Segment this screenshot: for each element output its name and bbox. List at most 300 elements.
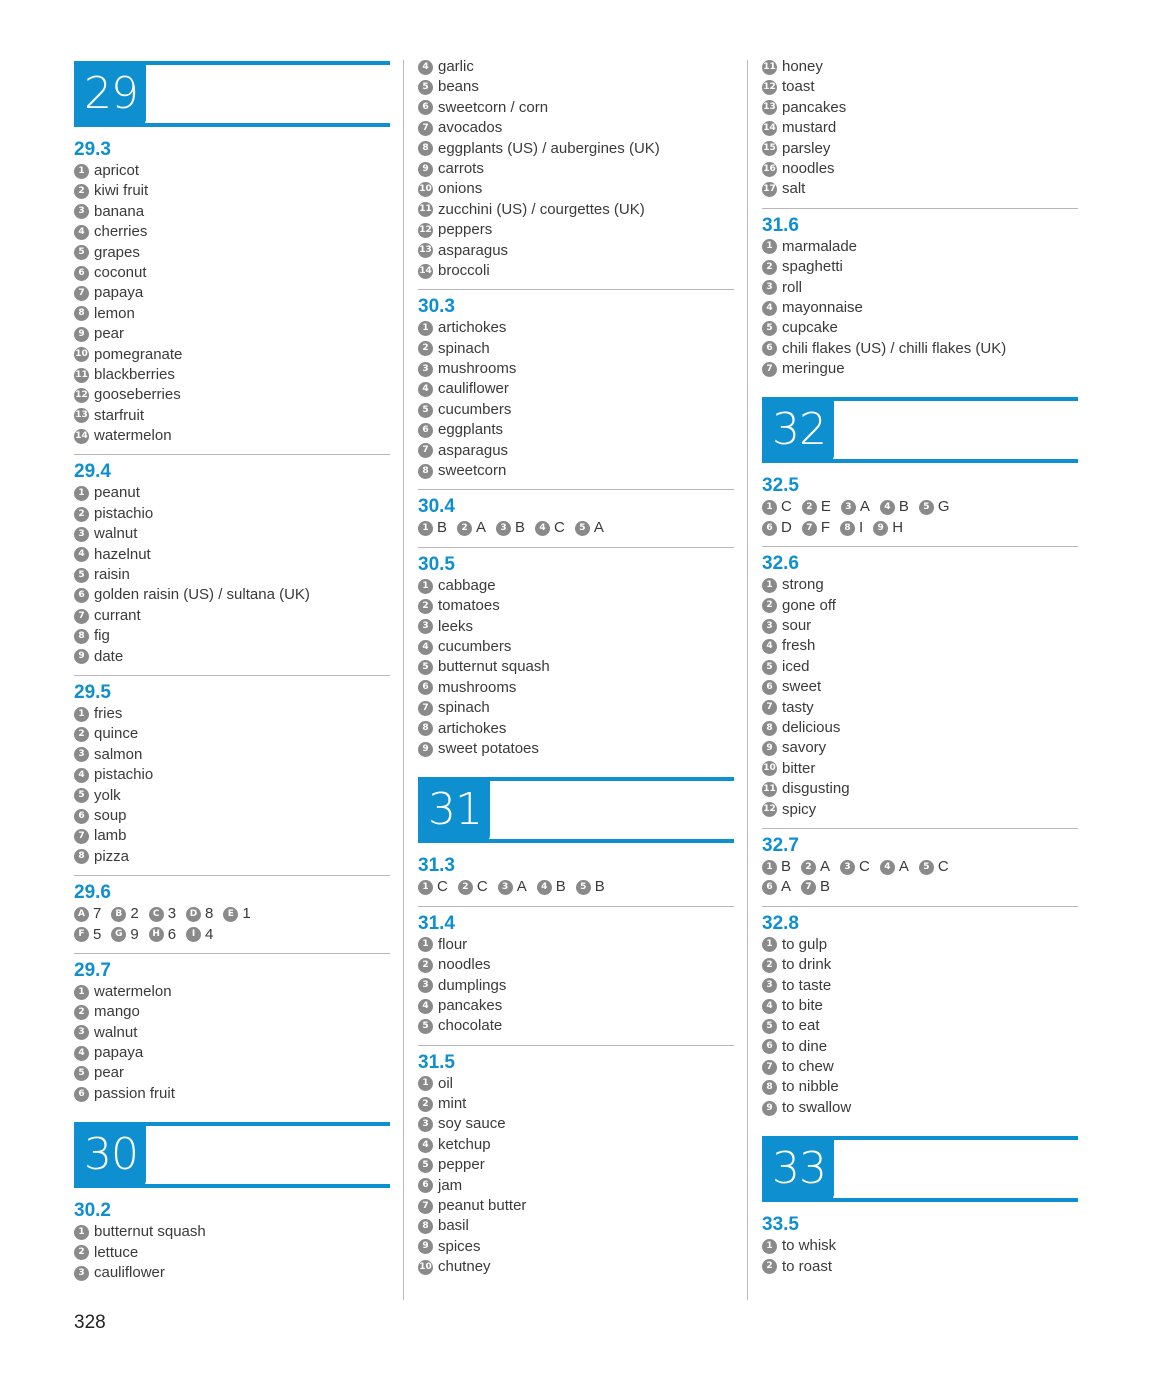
answer-number-badge: 1 [762, 860, 777, 875]
answer-text: hazelnut [94, 545, 151, 563]
answer-item [418, 1237, 734, 1257]
answer-text: yolk [94, 786, 121, 804]
answer-item [74, 202, 390, 222]
answer-pair [762, 877, 791, 897]
answer-text: cucumbers [438, 400, 512, 418]
answer-text: broccoli [438, 261, 490, 279]
answer-item [74, 1063, 390, 1083]
answer-number-badge: 2 [802, 500, 817, 515]
section-heading: 29.3 [74, 139, 111, 160]
answer-item [418, 139, 734, 159]
answer-number-badge: 1 [74, 985, 89, 1000]
unit-number: 32 [762, 397, 834, 463]
answer-text: A [820, 857, 831, 875]
answer-number-badge: 17 [762, 182, 777, 197]
answer-number-badge: 3 [762, 280, 777, 295]
answer-text: B [898, 498, 909, 516]
answer-text: 3 [167, 905, 177, 923]
answer-item [762, 139, 1078, 159]
answer-text: basil [438, 1217, 469, 1235]
answer-item [418, 576, 734, 596]
section-heading: 31.3 [418, 855, 455, 877]
answer-number-badge: 2 [418, 599, 433, 614]
answer-number-badge: 3 [762, 978, 777, 993]
answer-text: oil [438, 1074, 454, 1092]
answer-number-badge: 7 [74, 286, 89, 301]
answer-text: C [437, 878, 448, 896]
answer-text: chutney [438, 1258, 491, 1276]
answer-number-badge: 6 [74, 1087, 89, 1102]
answer-item [418, 657, 734, 677]
answer-pair [458, 877, 488, 897]
answer-text: C [781, 498, 792, 516]
answer-pair [111, 904, 138, 924]
answer-item [74, 304, 390, 324]
answer-number-badge: 3 [840, 860, 855, 875]
answer-text: marmalade [782, 237, 858, 255]
answer-item [74, 786, 390, 806]
answer-text: onions [438, 180, 483, 198]
answer-text: disgusting [782, 780, 850, 798]
answer-item [74, 1222, 390, 1242]
answer-text: C [476, 878, 488, 896]
answer-item [74, 243, 390, 263]
answer-item [418, 1114, 734, 1134]
answer-text: B [515, 519, 526, 537]
answer-item [762, 779, 1078, 799]
answer-inline-row [762, 518, 1078, 538]
answer-section [74, 682, 390, 876]
answer-text: sour [782, 617, 812, 635]
answer-section [74, 461, 390, 676]
answer-number-badge: 1 [418, 321, 433, 336]
answer-number-badge: 7 [74, 609, 89, 624]
answer-pair [149, 925, 176, 945]
answer-number-badge: 6 [762, 1039, 777, 1054]
section-heading: 32.5 [762, 475, 799, 497]
answer-number-badge: 4 [74, 547, 89, 562]
answer-number-badge: 2 [762, 598, 777, 613]
answer-item [762, 298, 1078, 318]
answer-text: asparagus [438, 441, 509, 459]
answer-number-badge: 11 [762, 782, 777, 797]
answer-text: delicious [782, 718, 841, 736]
answer-section [762, 835, 1078, 907]
answer-text: pear [94, 1064, 125, 1082]
answer-number-badge: 3 [762, 619, 777, 634]
answer-number-badge: 5 [762, 1019, 777, 1034]
answer-number-badge: 9 [74, 649, 89, 664]
answer-item [418, 200, 734, 220]
answer-text: fresh [782, 637, 816, 655]
answer-text: cauliflower [94, 1264, 165, 1282]
answer-text: noodles [438, 956, 491, 974]
answer-item [74, 545, 390, 565]
answer-number-badge: 7 [762, 1060, 777, 1075]
answer-number-badge: 9 [418, 742, 433, 757]
answer-number-badge: 10 [418, 182, 433, 197]
answer-text: A [476, 519, 487, 537]
answer-text: C [937, 857, 949, 875]
answer-number-badge: 7 [418, 121, 433, 136]
answer-item [762, 657, 1078, 677]
answer-column-3 [762, 57, 1078, 1291]
answer-inline-row [74, 904, 390, 924]
answer-item [762, 77, 1078, 97]
answer-number-badge: 3 [841, 500, 856, 515]
answer-section [74, 882, 390, 954]
answer-number-badge: 7 [762, 700, 777, 715]
answer-number-badge: 5 [919, 860, 934, 875]
answer-number-badge: 4 [762, 301, 777, 316]
answer-text: artichokes [438, 319, 507, 337]
answer-number-badge: 3 [418, 619, 433, 634]
answer-item [74, 1002, 390, 1022]
answer-pair [111, 925, 138, 945]
answer-number-badge: A [74, 907, 89, 922]
answer-number-badge: 8 [74, 849, 89, 864]
answer-item [762, 616, 1078, 636]
answer-number-badge: 12 [762, 802, 777, 817]
answer-pair [186, 904, 213, 924]
answer-text: watermelon [94, 427, 172, 445]
answer-text: watermelon [94, 982, 172, 1000]
answer-section [762, 913, 1078, 1127]
section-heading: 29.4 [74, 461, 111, 483]
answer-number-badge: 1 [74, 164, 89, 179]
answer-number-badge: 4 [74, 1046, 89, 1061]
answer-text: soy sauce [438, 1115, 506, 1133]
answer-pair [457, 518, 486, 538]
answer-item [418, 955, 734, 975]
answer-number-badge: 6 [762, 521, 777, 536]
answer-text: zucchini (US) / courgettes (UK) [438, 200, 645, 218]
answer-number-badge: 2 [74, 727, 89, 742]
answer-pair [186, 925, 213, 945]
answer-inline-row [762, 497, 1078, 517]
answer-text: to swallow [782, 1098, 852, 1116]
answer-text: jam [438, 1176, 463, 1194]
answer-item [74, 1243, 390, 1263]
answer-item [418, 77, 734, 97]
answer-text: chocolate [438, 1017, 503, 1035]
answer-item [762, 575, 1078, 595]
answer-item [418, 241, 734, 261]
answer-text: banana [94, 202, 145, 220]
answer-number-badge: 9 [762, 1101, 777, 1116]
answer-item [418, 698, 734, 718]
answer-text: F [820, 518, 831, 536]
answer-text: spinach [438, 339, 490, 357]
answer-number-badge: 1 [418, 1076, 433, 1091]
answer-number-badge: 13 [74, 408, 89, 423]
answer-number-badge: 8 [74, 629, 89, 644]
answer-number-badge: 6 [762, 880, 777, 895]
answer-item [418, 98, 734, 118]
section-heading: 31.4 [418, 912, 455, 934]
answer-pair [880, 497, 909, 517]
answer-item [74, 365, 390, 385]
answer-number-badge: 11 [762, 60, 777, 75]
answer-number-badge: 1 [762, 239, 777, 254]
answer-text: strong [782, 576, 824, 594]
section-heading: 32.8 [762, 912, 799, 934]
answer-text: ketchup [438, 1135, 491, 1153]
answer-text: I [859, 518, 864, 536]
answer-number-badge: 3 [74, 1025, 89, 1040]
answer-number-badge: 8 [418, 1219, 433, 1234]
answer-text: to eat [782, 1017, 820, 1035]
answer-item [74, 222, 390, 242]
answer-number-badge: 2 [74, 184, 89, 199]
answer-text: eggplants (US) / aubergines (UK) [438, 139, 660, 157]
answer-item [74, 1263, 390, 1283]
answer-number-badge: 5 [74, 568, 89, 583]
answer-text: 5 [93, 925, 102, 943]
answer-text: B [594, 878, 605, 896]
answer-item [418, 719, 734, 739]
section-heading: 30.4 [418, 496, 455, 518]
answer-item [74, 826, 390, 846]
answer-item [418, 179, 734, 199]
answer-item [762, 1077, 1078, 1097]
answer-number-badge: 3 [418, 1117, 433, 1132]
answer-text: cupcake [782, 319, 838, 337]
answer-item [762, 698, 1078, 718]
answer-item [74, 847, 390, 867]
answer-text: butternut squash [438, 658, 550, 676]
answer-number-badge: 8 [840, 521, 855, 536]
answer-text: soup [94, 806, 127, 824]
answer-pair [801, 877, 830, 897]
section-heading: 32.6 [762, 553, 799, 575]
answer-number-badge: 11 [74, 368, 89, 383]
answer-text: mint [438, 1095, 467, 1113]
answer-text: lettuce [94, 1243, 139, 1261]
answer-text: C [554, 519, 565, 537]
answer-number-badge: 8 [418, 141, 433, 156]
answer-text: mushrooms [438, 678, 517, 696]
answer-number-badge: 9 [74, 327, 89, 342]
answer-number-badge: 3 [74, 527, 89, 542]
answer-number-badge: 3 [74, 747, 89, 762]
section-heading: 32.7 [762, 834, 799, 856]
answer-text: quince [94, 725, 139, 743]
answer-item [74, 181, 390, 201]
answer-text: pomegranate [94, 345, 183, 363]
answer-text: to roast [782, 1257, 833, 1275]
answer-inline-row [418, 877, 734, 897]
answer-number-badge: 16 [762, 162, 777, 177]
answer-item [762, 996, 1078, 1016]
answer-text: dumplings [438, 976, 507, 994]
answer-text: kiwi fruit [94, 182, 149, 200]
answer-item [762, 718, 1078, 738]
answer-number-badge: 7 [418, 701, 433, 716]
answer-item [418, 596, 734, 616]
answer-item [74, 483, 390, 503]
answer-number-badge: E [223, 907, 238, 922]
answer-section [762, 1214, 1078, 1285]
answer-text: parsley [782, 139, 831, 157]
answer-text: date [94, 647, 124, 665]
answer-item [418, 57, 734, 77]
answer-text: papaya [94, 284, 144, 302]
answer-text: 9 [130, 925, 139, 943]
answer-item [418, 220, 734, 240]
answer-text: toast [782, 78, 815, 96]
answer-number-badge: 12 [74, 388, 89, 403]
answer-item [418, 318, 734, 338]
answer-number-badge: 6 [418, 423, 433, 438]
answer-item [74, 565, 390, 585]
answer-text: leeks [438, 617, 474, 635]
answer-number-badge: 6 [762, 680, 777, 695]
answer-pair [418, 518, 447, 538]
answer-number-badge: B [111, 907, 126, 922]
answer-number-badge: 1 [74, 707, 89, 722]
answer-number-badge: C [149, 907, 164, 922]
answer-item [762, 1037, 1078, 1057]
answer-text: peppers [438, 221, 493, 239]
answer-number-badge: 1 [762, 1239, 777, 1254]
answer-text: pizza [94, 847, 130, 865]
answer-number-badge: 6 [418, 680, 433, 695]
answer-item [418, 637, 734, 657]
answer-text: honey [782, 58, 823, 75]
answer-column-2 [418, 57, 734, 1292]
answer-number-badge: 13 [418, 243, 433, 258]
answer-number-badge: 12 [762, 80, 777, 95]
answer-number-badge: 1 [74, 486, 89, 501]
answer-item [762, 596, 1078, 616]
answer-item [74, 606, 390, 626]
answer-text: mushrooms [438, 360, 517, 378]
answer-text: salt [782, 180, 806, 198]
answer-number-badge: 6 [74, 266, 89, 281]
answer-text: savory [782, 739, 827, 757]
answer-text: carrots [438, 159, 484, 177]
answer-number-badge: 6 [418, 100, 433, 115]
answer-number-badge: 7 [802, 521, 817, 536]
page-number: 328 [74, 1312, 106, 1333]
answer-number-badge: 5 [418, 660, 433, 675]
answer-item [74, 1023, 390, 1043]
answer-text: starfruit [94, 406, 145, 424]
answer-text: A [898, 857, 909, 875]
answer-number-badge: D [186, 907, 201, 922]
answer-number-badge: 8 [762, 721, 777, 736]
answer-item [418, 420, 734, 440]
answer-text: sweetcorn [438, 462, 507, 480]
answer-number-badge: 5 [575, 521, 590, 536]
answer-text: pancakes [438, 996, 503, 1014]
answer-text: passion fruit [94, 1084, 175, 1102]
answer-pair [762, 857, 791, 877]
answer-text: pancakes [782, 98, 847, 116]
answer-item [418, 339, 734, 359]
answer-text: E [820, 498, 831, 516]
answer-number-badge: 6 [418, 1178, 433, 1193]
answer-item [762, 118, 1078, 138]
answer-item [762, 1016, 1078, 1036]
answer-section [762, 475, 1078, 547]
answer-text: pepper [438, 1156, 485, 1174]
answer-item [74, 626, 390, 646]
answer-item [418, 261, 734, 281]
answer-pair [418, 877, 448, 897]
answer-section [74, 1200, 390, 1291]
answer-text: B [437, 519, 448, 537]
answer-section [74, 960, 390, 1112]
answer-item [762, 738, 1078, 758]
answer-number-badge: 9 [762, 741, 777, 756]
answer-number-badge: 3 [74, 204, 89, 219]
answer-number-badge: 8 [418, 721, 433, 736]
answer-number-badge: 7 [74, 829, 89, 844]
answer-text: B [820, 878, 831, 896]
section-heading: 29.7 [74, 959, 111, 981]
answer-text: A [859, 498, 870, 516]
answer-number-badge: 8 [762, 1080, 777, 1095]
answer-item [762, 278, 1078, 298]
answer-item [74, 324, 390, 344]
answer-item [418, 1074, 734, 1094]
answer-item [762, 318, 1078, 338]
answer-item [418, 1094, 734, 1114]
answer-number-badge: 8 [74, 306, 89, 321]
answer-text: 2 [130, 905, 139, 923]
answer-number-badge: 4 [762, 639, 777, 654]
answer-number-badge: 2 [762, 958, 777, 973]
answer-number-badge: 4 [74, 225, 89, 240]
answer-text: to chew [782, 1058, 834, 1076]
answer-item [418, 1155, 734, 1175]
answer-pair [149, 904, 176, 924]
answer-text: salmon [94, 745, 143, 763]
answer-pair [802, 497, 831, 517]
answer-text: pistachio [94, 504, 154, 522]
answer-item [762, 179, 1078, 199]
answer-item [418, 159, 734, 179]
answer-number-badge: 5 [418, 1019, 433, 1034]
answer-number-badge: 13 [762, 100, 777, 115]
answer-pair [576, 877, 605, 897]
answer-number-badge: 4 [762, 999, 777, 1014]
section-heading: 29.5 [74, 681, 111, 703]
answer-number-badge: 7 [762, 362, 777, 377]
answer-text: to gulp [782, 935, 828, 953]
answer-number-badge: 1 [762, 937, 777, 952]
answer-number-badge: 2 [458, 880, 473, 895]
answer-pair [575, 518, 604, 538]
answer-number-badge: 4 [418, 382, 433, 397]
answer-text: G [937, 498, 950, 516]
answer-number-badge: 6 [762, 341, 777, 356]
answer-number-badge: 1 [74, 1225, 89, 1240]
answer-text: grapes [94, 243, 140, 261]
answer-section [418, 496, 734, 547]
answer-number-badge: 4 [535, 521, 550, 536]
answer-pair [841, 497, 870, 517]
answer-item [762, 677, 1078, 697]
answer-number-badge: F [74, 927, 89, 942]
answer-number-badge: 4 [418, 1138, 433, 1153]
answer-number-badge: I [186, 927, 201, 942]
answer-text: D [781, 518, 792, 536]
unit-banner [418, 773, 734, 849]
answer-number-badge: 1 [418, 937, 433, 952]
